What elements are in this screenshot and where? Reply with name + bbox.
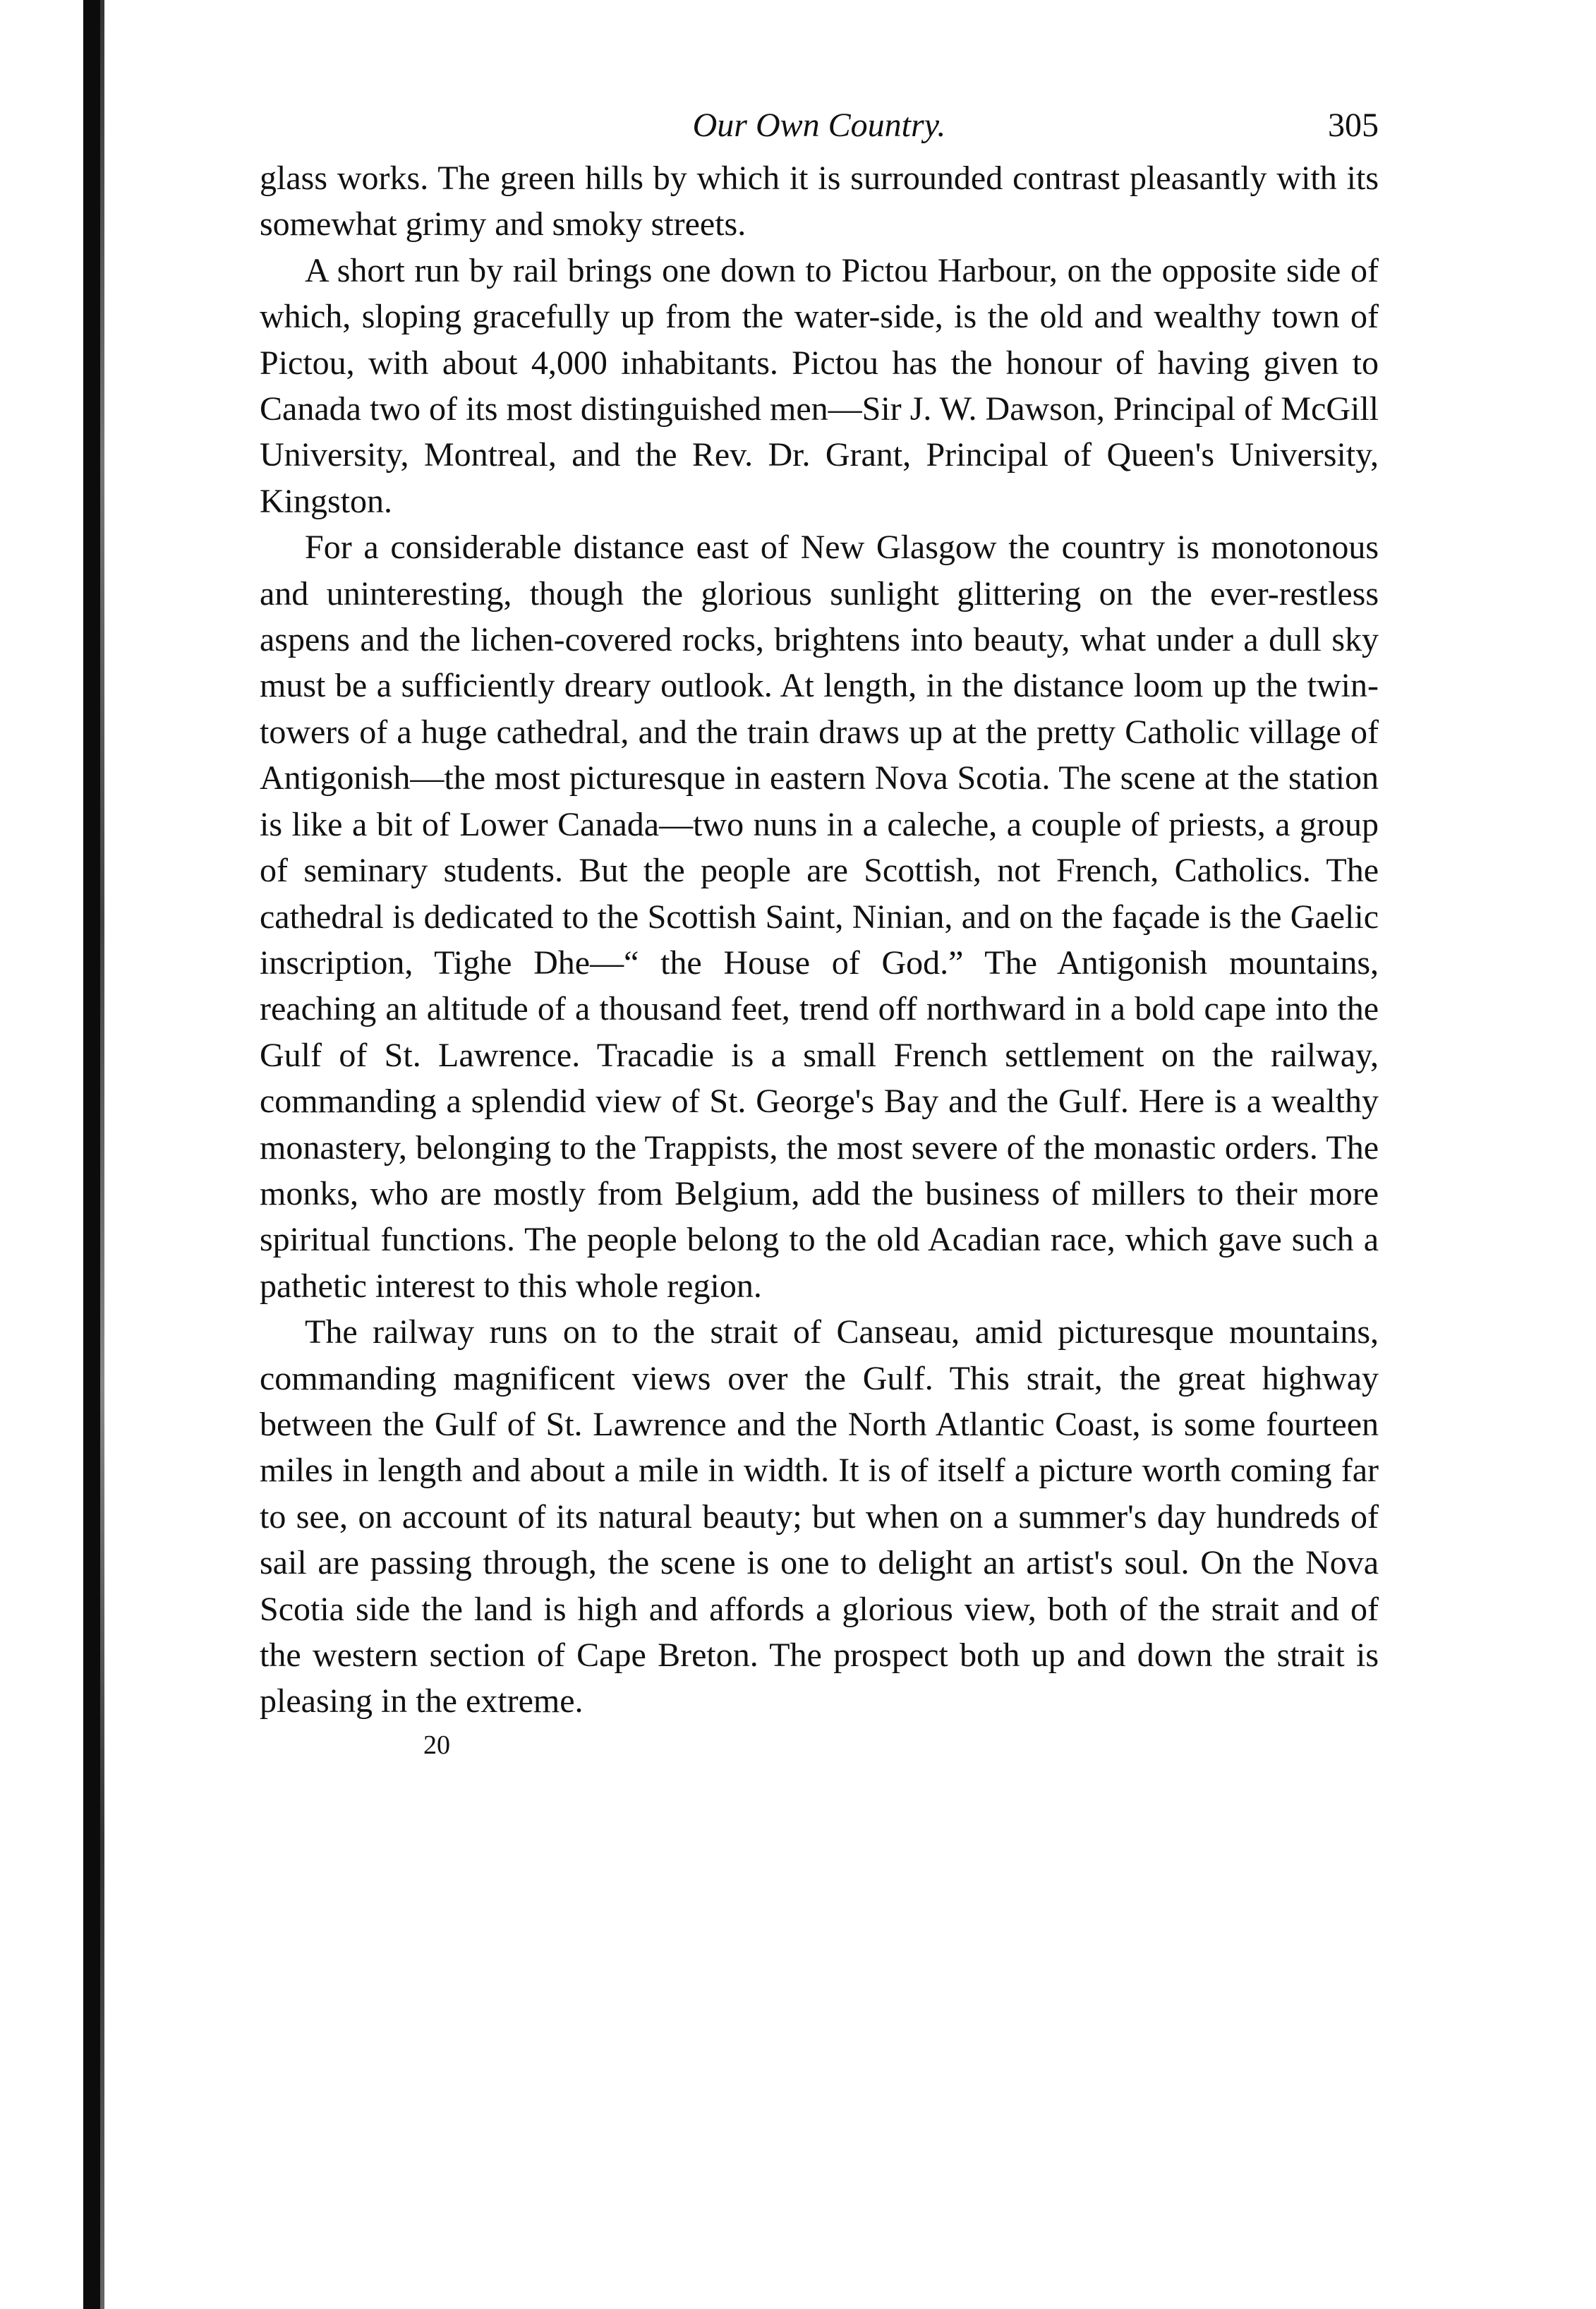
running-title: Our Own Country.	[692, 107, 946, 144]
paragraph-antigonish: For a considerable distance east of New Glasgow the country is monotonous and uninteresting, though the glorious sunlight glittering on the ever-restless aspens and the lichen-covered rocks, brightens into beauty, what under a dull sky must be a sufficiently dreary outlook. At length, in the distance loom up the twin-towers of a huge cathedral, and the train draws up at the pretty Catholic village of Antigonish—the most picturesque in eastern Nova Scotia. The scene at the station is like a bit of Lower Canada—two nuns in a caleche, a couple of priests, a group of seminary students. But the people are Scottish, not French, Catholics. The cathedral is dedicated to the Scottish Saint, Ninian, and on the façade is the Gaelic inscription, Tighe Dhe—“ the House of God.” The Antigonish mountains, reaching an altitude of a thousand feet, trend off northward in a bold cape into the Gulf of St. Lawrence. Tracadie is a small French settlement on the railway, commanding a splendid view of St. George's Bay and the Gulf. Here is a wealthy monastery, belonging to the Trappists, the most severe of the monastic orders. The monks, who are mostly from Belgium, add the business of millers to their more spiritual functions. The people belong to the old Acadian race, which gave such a pathetic interest to this whole region.	[260, 529, 1379, 1305]
binding-edge	[83, 0, 103, 2309]
paragraph-continued: glass works. The green hills by which it is surrounded contrast pleasantly with its somewhat grimy and smoky streets.	[260, 159, 1379, 243]
body-text	[260, 155, 1379, 1725]
paragraph-canseau: The railway runs on to the strait of Canseau, amid picturesque mountains, commanding magnificent views over the Gulf. This strait, the great highway between the Gulf of St. Lawrence and the North Atlantic Coast, is some fourteen miles in length and about a mile in width. It is of itself a picture worth coming far to see, on account of its natural beauty; but when on a summer's day hundreds of sail are passing through, the scene is one to delight an artist's soul. On the Nova Scotia side the land is high and affords a glorious view, both of the strait and of the western section of Cape Breton. The prospect both up and down the strait is pleasing in the extreme.	[260, 1313, 1379, 1720]
signature-mark: 20	[423, 1730, 450, 1760]
paragraph-pictou: A short run by rail brings one down to Pictou Harbour, on the opposite side of which, sloping gracefully up from the water-side, is the old and wealthy town of Pictou, with about 4,000 inhabitants. Pictou has the honour of having given to Canada two of its most distinguished men—Sir J. W. Dawson, Principal of McGill University, Montreal, and the Rev. Dr. Grant, Principal of Queen's University, Kingston.	[260, 251, 1379, 520]
page-number: 305	[1328, 107, 1379, 144]
running-head	[260, 106, 1379, 155]
book-page	[260, 106, 1379, 1763]
